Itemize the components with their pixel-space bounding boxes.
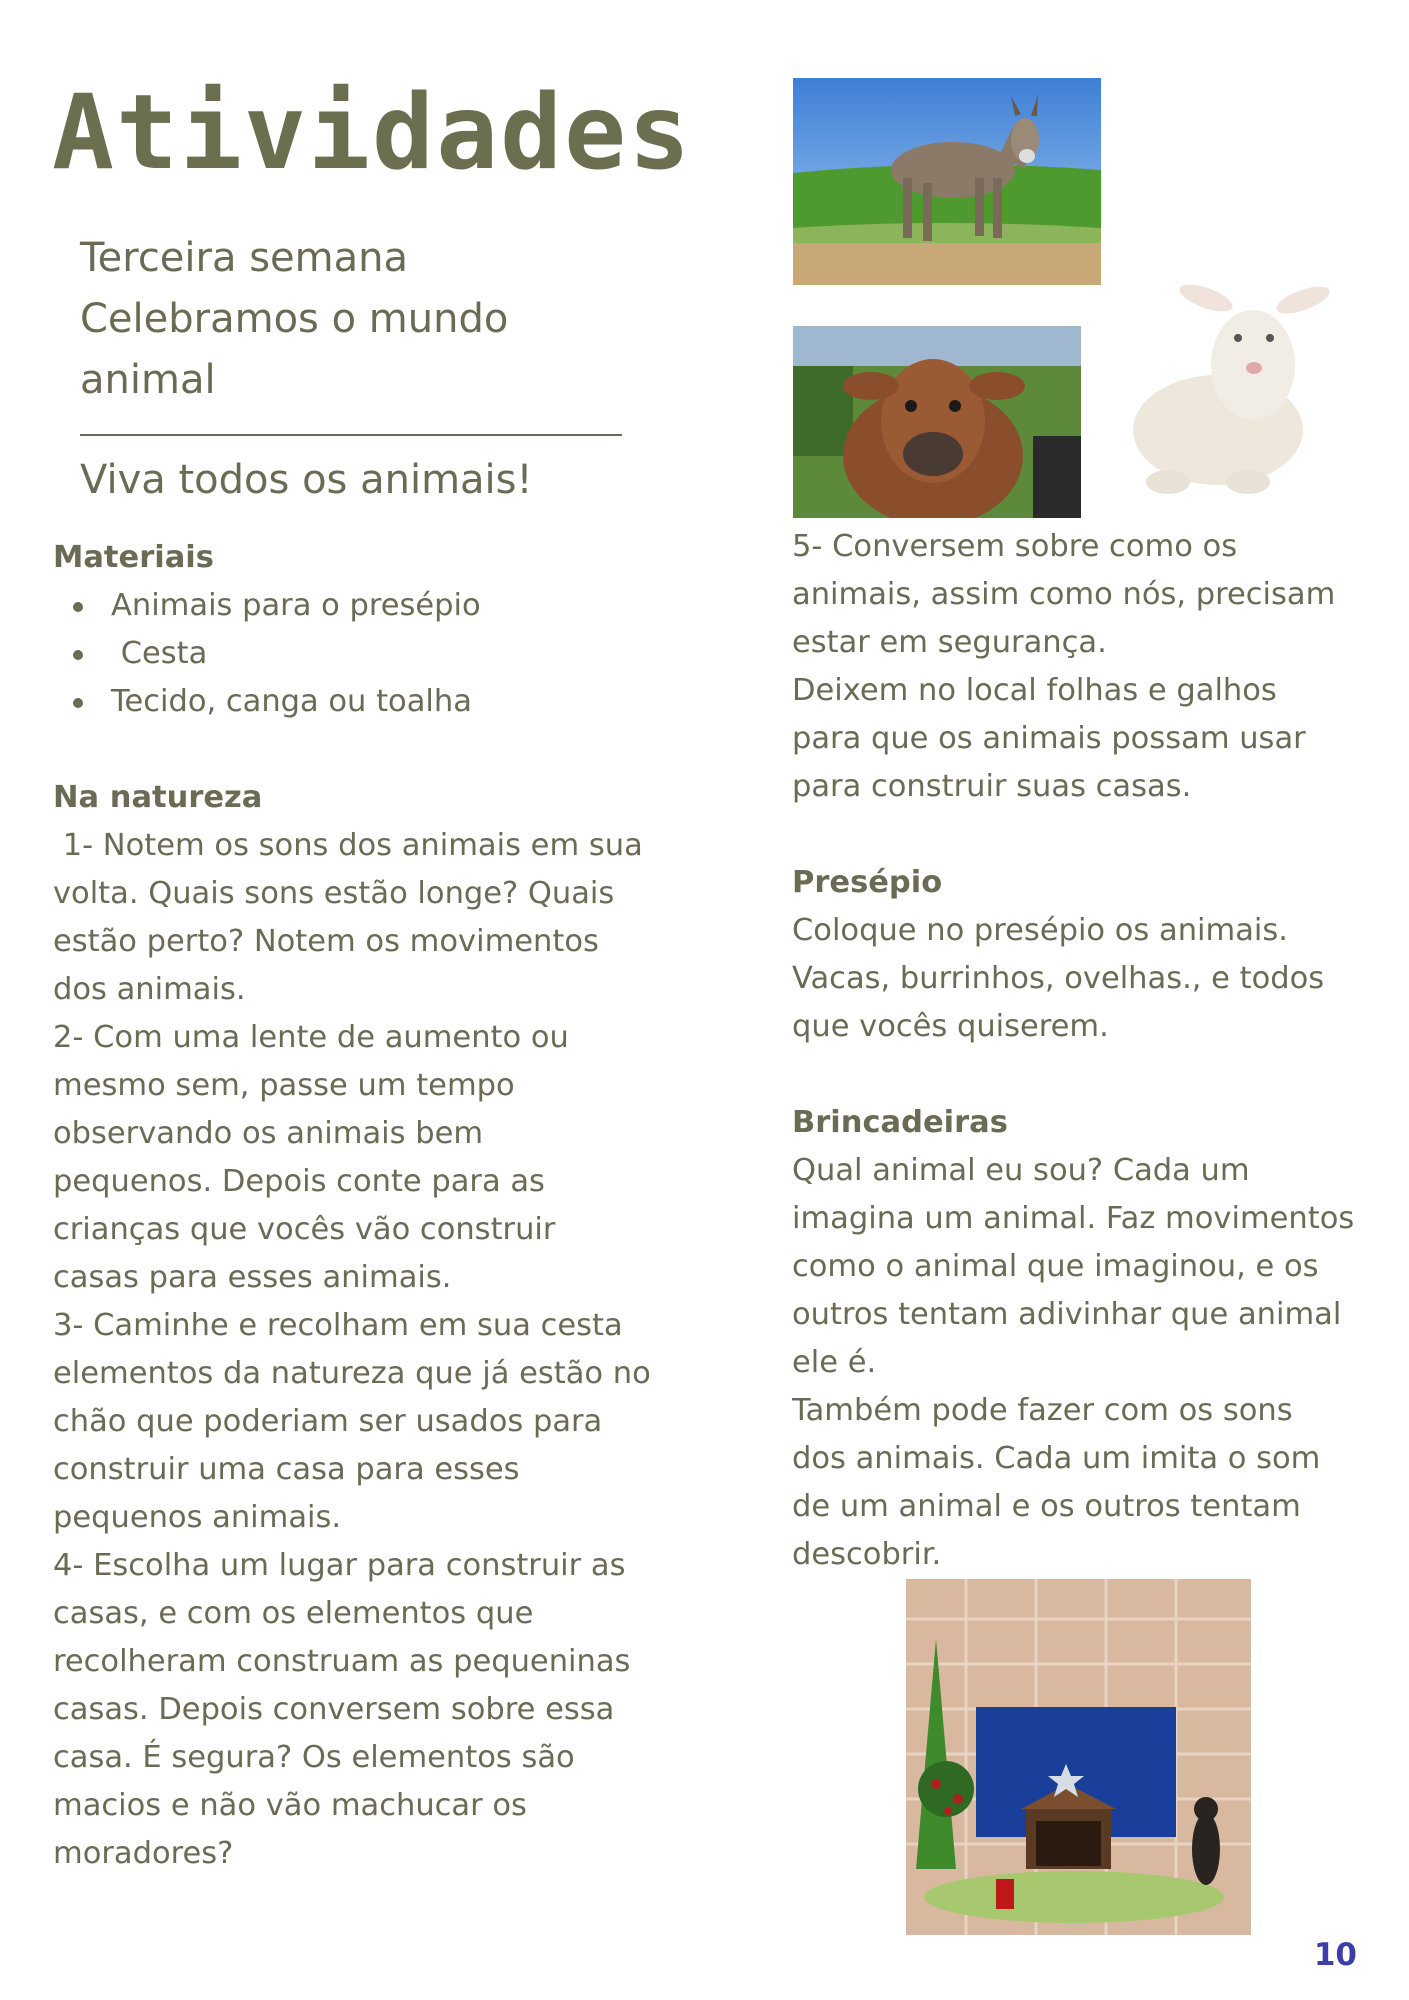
text-line: volta. Quais sons estão longe? Quais [53, 876, 615, 911]
text-line: Coloque no presépio os animais. [792, 913, 1288, 948]
text-line: elementos da natureza que já estão no [53, 1356, 651, 1391]
materials-list [53, 582, 713, 726]
text-line: 3- Caminhe e recolham em sua cesta [53, 1308, 623, 1343]
page-number: 10 [1313, 1937, 1357, 1973]
text-line: crianças que vocês vão construir [53, 1212, 556, 1247]
sheep-photo [1128, 270, 1348, 500]
presepio-text [792, 907, 1372, 1051]
divider [80, 434, 622, 436]
text-line: pequenos. Depois conte para as [53, 1164, 545, 1199]
text-line: que vocês quiserem. [792, 1009, 1109, 1044]
text-line: chão que poderiam ser usados para [53, 1404, 603, 1439]
text-line: Qual animal eu sou? Cada um [792, 1153, 1250, 1188]
text-line: outros tentam adivinhar que animal [792, 1297, 1342, 1332]
tagline: Viva todos os animais! [80, 457, 533, 503]
text-line: Vacas, burrinhos, ovelhas., e todos [792, 961, 1325, 996]
subtitle-line: Terceira semana [80, 235, 408, 281]
text-line: animais, assim como nós, precisam [792, 577, 1336, 612]
nature-heading: Na natureza [53, 780, 263, 815]
list-item: Tecido, canga ou toalha [53, 678, 713, 726]
text-line: dos animais. [53, 972, 246, 1007]
text-line: 2- Com uma lente de aumento ou [53, 1020, 569, 1055]
nature-text [53, 822, 713, 1878]
materials-heading: Materiais [53, 540, 214, 575]
list-item: Cesta [53, 630, 713, 678]
subtitle [80, 228, 640, 411]
subtitle-line: Celebramos o mundo [80, 296, 509, 342]
text-line: de um animal e os outros tentam [792, 1489, 1301, 1524]
donkey-photo [793, 78, 1101, 285]
text-line: recolheram construam as pequeninas [53, 1644, 631, 1679]
text-line: para que os animais possam usar [792, 721, 1306, 756]
subtitle-line: animal [80, 357, 216, 403]
text-line: estar em segurança. [792, 625, 1107, 660]
text-line: dos animais. Cada um imita o som [792, 1441, 1321, 1476]
text-line: moradores? [53, 1836, 234, 1871]
text-line: casas para esses animais. [53, 1260, 452, 1295]
brincadeiras-heading: Brincadeiras [792, 1105, 1008, 1140]
text-line: descobrir. [792, 1537, 942, 1572]
text-line: macios e não vão machucar os [53, 1788, 527, 1823]
presepio-heading: Presépio [792, 865, 943, 900]
text-line: para construir suas casas. [792, 769, 1192, 804]
right-column [792, 523, 1372, 1579]
text-line: ele é. [792, 1345, 877, 1380]
text-line: 5- Conversem sobre como os [792, 529, 1238, 564]
page-title: Atividades [52, 73, 693, 193]
text-line: imagina um animal. Faz movimentos [792, 1201, 1355, 1236]
text-line: construir uma casa para esses [53, 1452, 520, 1487]
text-line: estão perto? Notem os movimentos [53, 924, 599, 959]
brincadeiras-text [792, 1147, 1372, 1579]
nativity-scene-photo [906, 1579, 1251, 1935]
text-line: casas, e com os elementos que [53, 1596, 534, 1631]
list-item: Animais para o presépio [53, 582, 713, 630]
cow-photo [793, 326, 1081, 518]
text-line: pequenos animais. [53, 1500, 342, 1535]
text-line: Deixem no local folhas e galhos [792, 673, 1277, 708]
text-line: 1- Notem os sons dos animais em sua [53, 828, 643, 863]
text-line: Também pode fazer com os sons [792, 1393, 1293, 1428]
text-line: casa. É segura? Os elementos são [53, 1740, 575, 1775]
text-line: 4- Escolha um lugar para construir as [53, 1548, 626, 1583]
text-line: como o animal que imaginou, e os [792, 1249, 1319, 1284]
step5-text [792, 523, 1372, 811]
left-column [53, 534, 713, 1878]
text-line: observando os animais bem [53, 1116, 484, 1151]
text-line: mesmo sem, passe um tempo [53, 1068, 515, 1103]
text-line: casas. Depois conversem sobre essa [53, 1692, 615, 1727]
